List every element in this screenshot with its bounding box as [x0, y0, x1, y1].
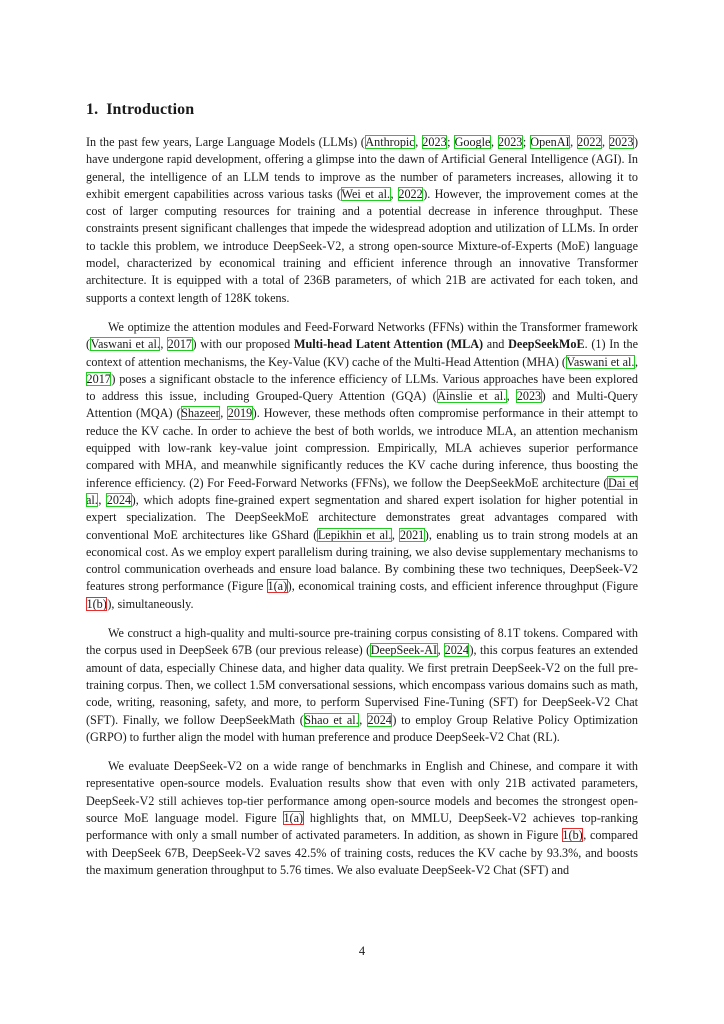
- citation-link[interactable]: Vaswani et al.: [566, 354, 635, 369]
- text-run: ,: [570, 135, 577, 149]
- citation-link[interactable]: 2023: [498, 135, 523, 149]
- citation-link[interactable]: 2022: [398, 186, 423, 201]
- text-run: ;: [522, 135, 530, 149]
- figure-reference-link[interactable]: 1(b): [562, 828, 583, 843]
- citation-link[interactable]: 2024: [444, 643, 469, 658]
- paragraph: [86, 134, 638, 307]
- paragraph: [86, 758, 638, 879]
- bold-term: Multi-head Latent Attention (MLA): [293, 337, 484, 352]
- text-run: We construct a high-quality and multi-source pre-training corpus consisting of 8.1T tokens. Compared with the corpus used in DeepSeek 67B (our previous release) (: [86, 626, 638, 658]
- citation-link[interactable]: Shao et al.: [304, 712, 359, 727]
- text-run: ), this corpus features an extended amount of data, especially Chinese data, and higher data quality. We first pretrain DeepSeek-V2 on the full pre-training corpus. Then, we collect 1.5M conversational sessions, which encompass various domains such as math, code, writing, reasoning, safety, and more, to perform Supervised Fine-Tuning (SFT) for DeepSeek-V2 Chat (SFT). Finally, we follow DeepSeekMath (: [86, 643, 639, 727]
- text-run: ), economical training costs, and efficient inference throughput (Figure: [287, 579, 638, 594]
- text-run: ) with our proposed: [192, 337, 294, 352]
- citation-link[interactable]: 2019: [227, 406, 253, 421]
- bold-term: DeepSeekMoE: [508, 337, 585, 352]
- citation-link[interactable]: Google: [454, 135, 491, 149]
- text-run: and: [483, 337, 509, 352]
- text-run: ,: [602, 135, 609, 149]
- citation-link[interactable]: 2022: [577, 135, 602, 149]
- text-run: ). However, these methods often compromise performance in their attempt to reduce the KV cache. In order to achieve the best of both worlds, we introduce MLA, an attention mechanism equipped with low-rank key-value joint compression. Empirically, MLA achieves superior performance compared with MHA, and meanwhile significantly reduces the KV cache during inference, thus boosting the inference efficiency. (2) For Feed-Forward Networks (FFNs), we follow the DeepSeekMoE architecture (: [86, 406, 638, 490]
- text-run: In the past few years, Large Language Models (LLMs) (: [86, 135, 365, 149]
- text-run: highlights that, on MMLU, DeepSeek-V2 achieves top-ranking performance with only a small number of activated parameters. In addition, as shown in Figure: [86, 810, 638, 843]
- paragraph: [86, 319, 638, 613]
- text-run: ,: [160, 337, 168, 352]
- citation-link[interactable]: 2017: [167, 337, 193, 352]
- figure-reference-link[interactable]: 1(a): [267, 579, 288, 594]
- text-run: ) and Multi-Query Attention (MQA) (: [86, 389, 639, 421]
- citation-link[interactable]: Lepikhin et al.: [317, 527, 392, 542]
- section-heading: [86, 101, 194, 119]
- text-run: ;: [447, 135, 455, 149]
- text-run: ) poses a significant obstacle to the inference efficiency of LLMs. Various approaches have been explored to address this issue, including Grouped-Query Attention (GQA) (: [86, 371, 638, 404]
- body-text: [86, 134, 638, 891]
- text-run: ), which adopts fine-grained expert segmentation and shared expert isolation for higher potential in expert specialization. The DeepSeekMoE architecture demonstrates great advantages compared with conventional MoE architectures like GShard (: [86, 492, 639, 542]
- citation-link[interactable]: 2023: [422, 135, 447, 149]
- text-run: ,: [359, 712, 367, 727]
- text-run: ,: [391, 527, 400, 542]
- citation-link[interactable]: Dai et al.: [86, 475, 638, 507]
- text-run: ), enabling us to train strong models at an economical cost. As we employ expert parallelism during training, we also devise supplementary mechanisms to control communication overheads and ensure load balance. By combining these two techniques, DeepSeek-V2 features strong performance (Figure: [86, 527, 638, 594]
- text-run: ). However, the improvement comes at the cost of larger computing resources for training and a potential decrease in inference throughput. These constraints present significant challenges that impede the widespread adoption and utilization of LLMs. In order to tackle this problem, we introduce DeepSeek-V2, a strong open-source Mixture-of-Experts (MoE) language model, characterized by economical training and efficient inference through an innovative Transformer architecture. It is equipped with a total of 236B parameters, of which 21B are activated for each token, and supports a context length of 128K tokens.: [86, 186, 638, 305]
- citation-link[interactable]: DeepSeek-AI: [370, 643, 438, 658]
- paragraph: [86, 625, 638, 746]
- citation-link[interactable]: 2024: [106, 492, 132, 507]
- citation-link[interactable]: 2023: [609, 135, 634, 149]
- section-number: 1.: [86, 101, 99, 118]
- text-run: ,: [415, 135, 422, 149]
- figure-reference-link[interactable]: 1(a): [283, 810, 304, 825]
- citation-link[interactable]: Wei et al.: [341, 186, 391, 201]
- text-run: ), simultaneously.: [107, 596, 194, 611]
- text-run: ,: [220, 406, 228, 421]
- citation-link[interactable]: 2023: [516, 389, 542, 404]
- citation-link[interactable]: Ainslie et al.: [437, 389, 507, 404]
- text-run: ) have undergone rapid development, offering a glimpse into the dawn of Artificial General Intelligence (AGI). In general, the intelligence of an LLM tends to improve as the number of parameters increases, allowing it to exhibit emergent capabilities across various tasks (: [86, 135, 638, 201]
- text-run: We evaluate DeepSeek-V2 on a wide range of benchmarks in English and Chinese, and compare it with representative open-source models. Evaluation results show that even with only 21B activated parameters, DeepSeek-V2 still achieves top-tier performance among open-source models and becomes the strongest open-source MoE language model. Figure: [86, 759, 638, 825]
- text-run: ) to employ Group Relative Policy Optimization (GRPO) to further align the model with human preference and produce DeepSeek-V2 Chat (RL).: [86, 712, 638, 744]
- citation-link[interactable]: 2024: [367, 712, 392, 727]
- text-run: ,: [98, 492, 107, 507]
- citation-link[interactable]: 2017: [86, 371, 111, 386]
- citation-link[interactable]: Vaswani et al.: [90, 337, 160, 352]
- text-run: ,: [506, 389, 517, 404]
- citation-link[interactable]: Shazeer: [181, 406, 220, 421]
- text-run: . (1) In the context of attention mechanisms, the Key-Value (KV) cache of the Multi-Head Attention (MHA) (: [86, 337, 638, 369]
- section-title: Introduction: [106, 101, 195, 118]
- figure-reference-link[interactable]: 1(b): [86, 596, 107, 611]
- citation-link[interactable]: Anthropic: [365, 135, 415, 149]
- citation-link[interactable]: 2021: [399, 527, 425, 542]
- text-run: ,: [390, 186, 398, 201]
- text-run: ,: [490, 135, 498, 149]
- page-number: 4: [358, 944, 366, 958]
- text-run: ,: [634, 354, 638, 369]
- text-run: , compared with DeepSeek 67B, DeepSeek-V2 saves 42.5% of training costs, reduces the KV cache by 93.3%, and boosts the maximum generation throughput to 5.76 times. We also evaluate DeepSeek-V2 Chat (SFT) and: [86, 828, 638, 877]
- text-run: We optimize the attention modules and Feed-Forward Networks (FFNs) within the Transformer framework (: [86, 319, 638, 352]
- citation-link[interactable]: OpenAI: [530, 135, 570, 149]
- text-run: ,: [437, 643, 445, 658]
